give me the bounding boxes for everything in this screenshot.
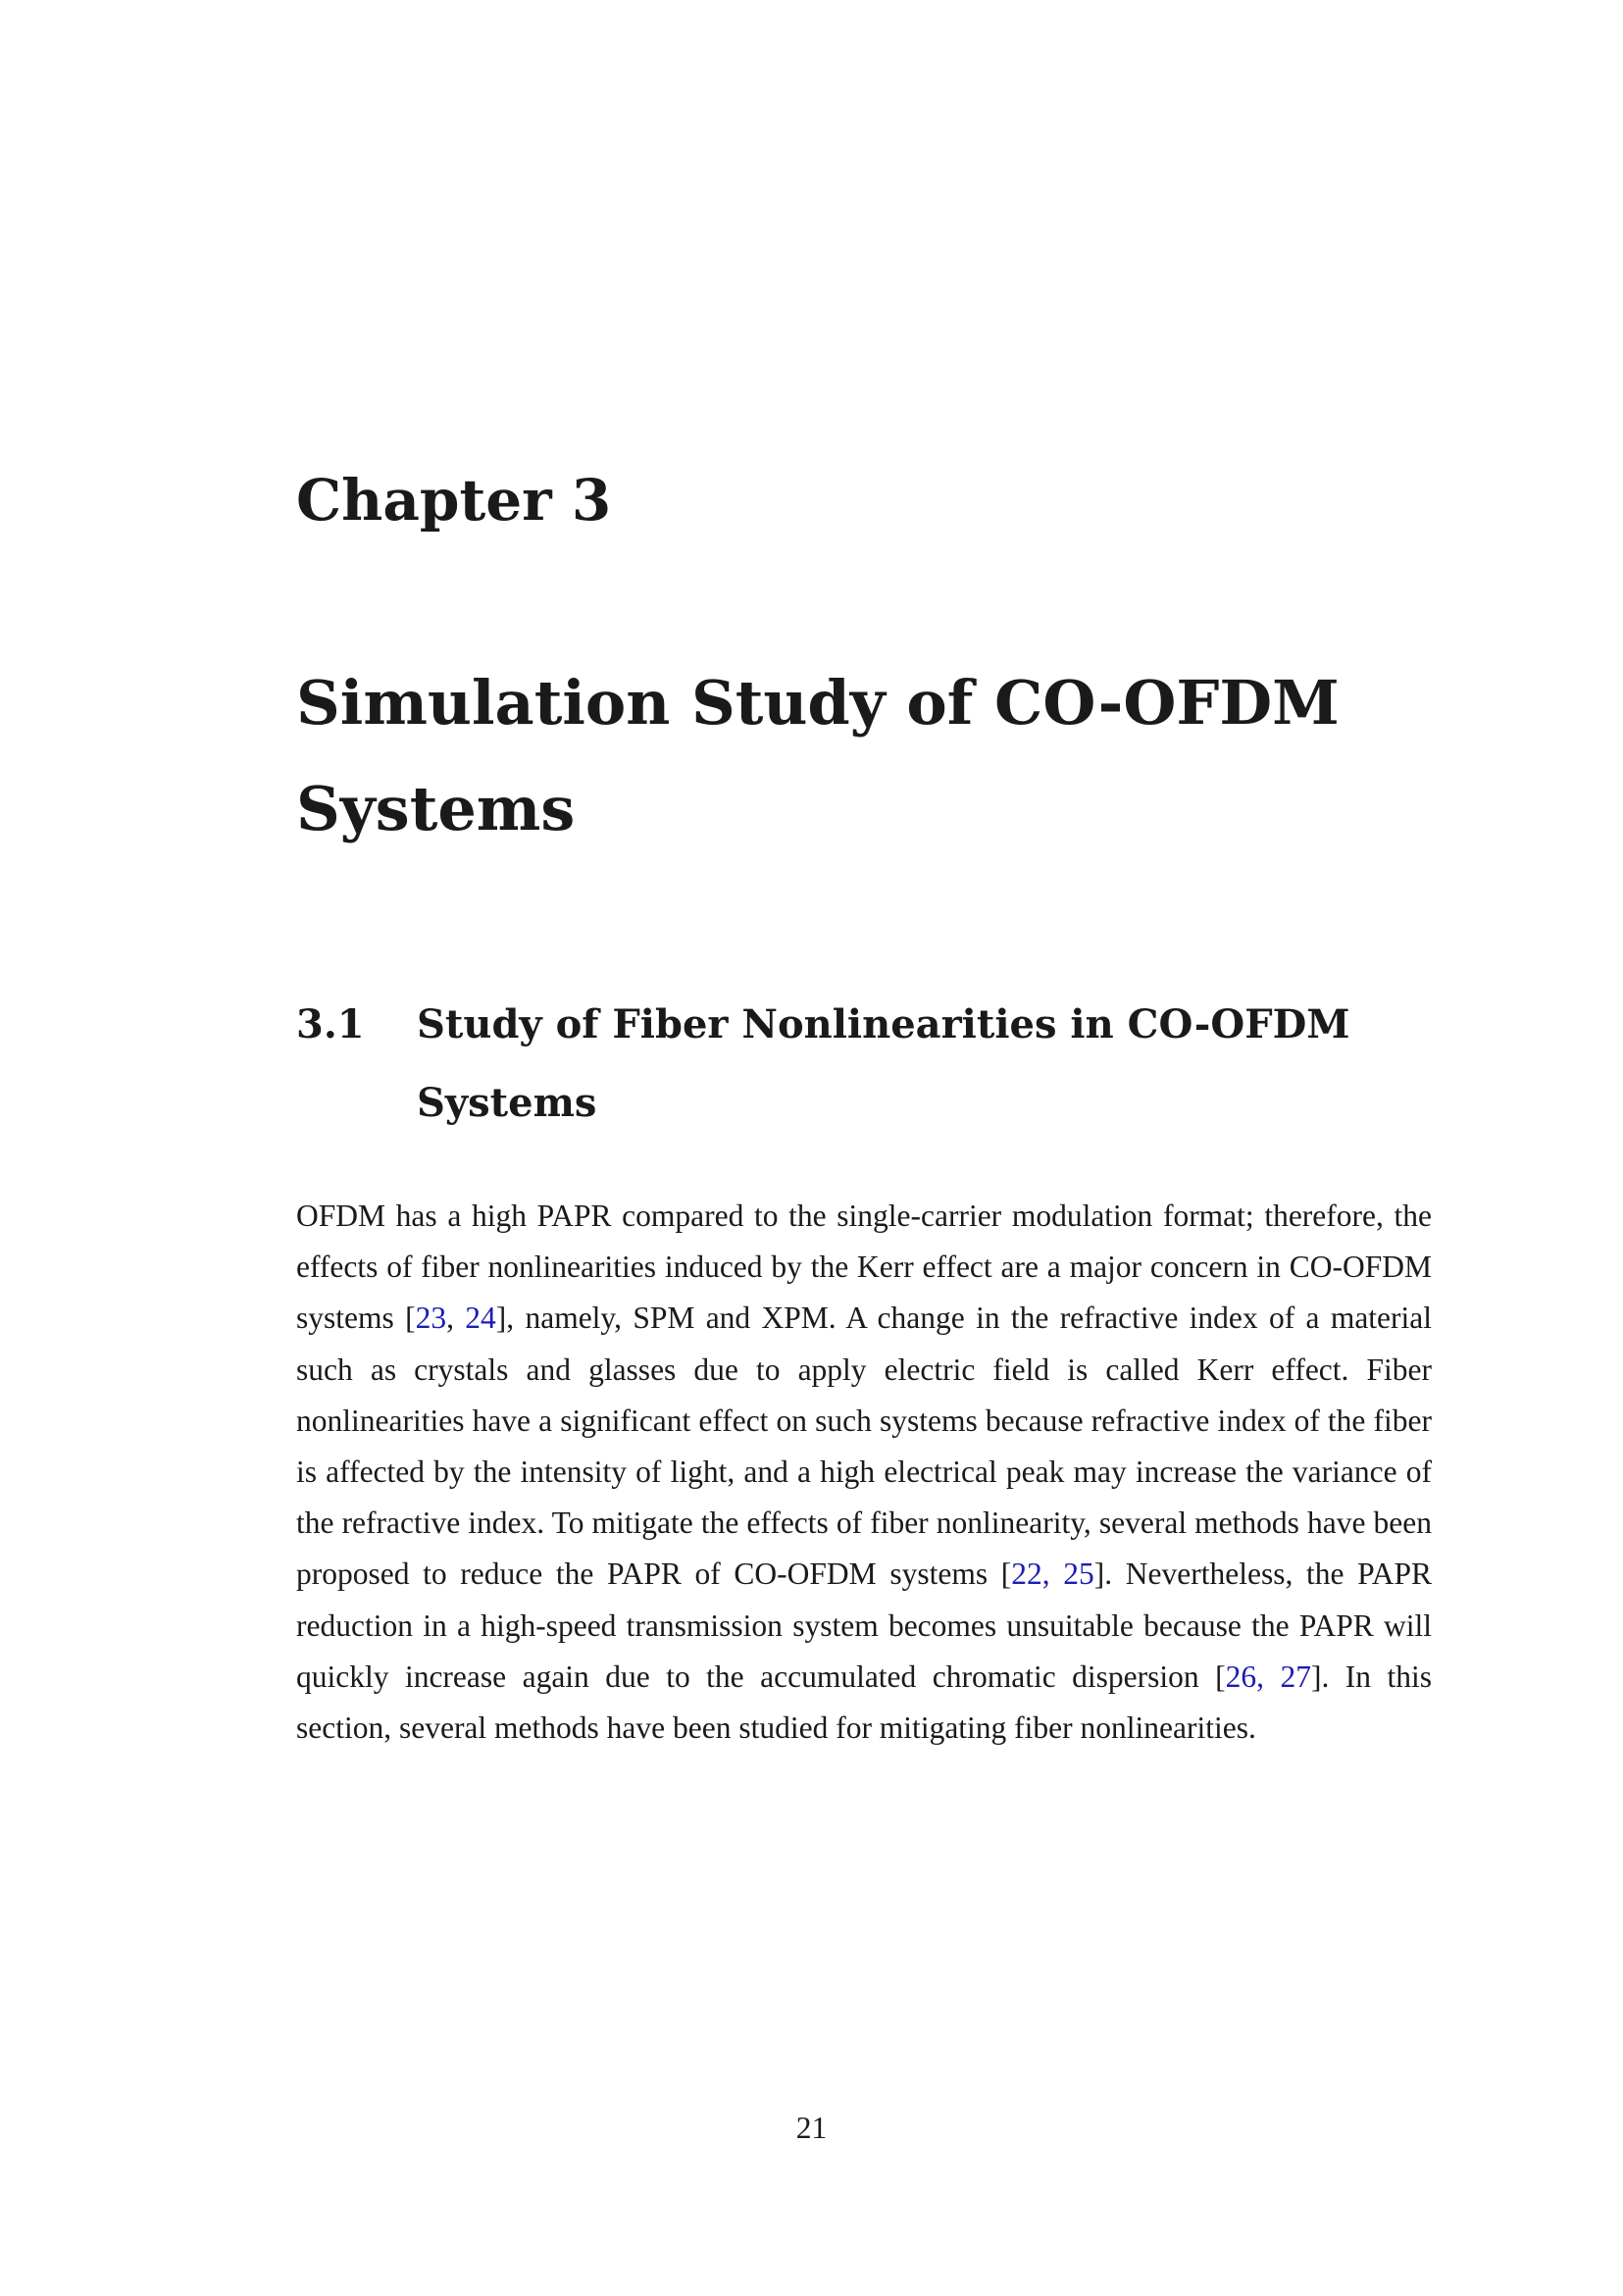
citation-link-24[interactable]: 24 — [465, 1301, 496, 1336]
paragraph-text-4: ]. Nevertheless, the PAPR reduction in a high-speed transmission system becomes unsuitable because the PAPR will quickly increase again due to the accumulated chromatic dispersion [ — [296, 1556, 1433, 1694]
paragraph-text-3: ], namely, SPM and XPM. A change in the refractive index of a material such as crystals and glasses due to apply electric field is called Kerr effect. Fiber nonlinearities have a significant effect on such systems because refractive index of the fiber is affected by the intensity of light, and a high electrical peak may increase the variance of the refractive index. To mitigate the effects of fiber nonlinearity, several methods have been proposed to reduce the PAPR of CO-OFDM systems [ — [296, 1301, 1433, 1592]
paragraph-text-1: OFDM has a high PAPR compared to the single-carrier modulation format; therefore, the effects of fiber nonlinearities induced by the Kerr effect are a major concern in CO-OFDM systems [ — [296, 1199, 1432, 1336]
citation-link-26-27[interactable]: 26, 27 — [1225, 1658, 1311, 1694]
section-title: Study of Fiber Nonlinearities in CO-OFDM Systems — [417, 1001, 1350, 1126]
body-paragraph — [296, 1191, 1432, 1754]
page-number: 21 — [795, 2111, 828, 2145]
paragraph-text-5: ]. In this section, several methods have been studied for mitigating fiber nonlinearities. — [296, 1658, 1432, 1746]
paragraph-text-2: , — [446, 1301, 466, 1336]
chapter-label: Chapter 3 — [296, 467, 612, 534]
citation-link-23[interactable]: 23 — [415, 1301, 447, 1336]
chapter-title: Simulation Study of CO-OFDM Systems — [296, 667, 1340, 844]
section-heading — [296, 986, 1434, 1143]
section-number: 3.1 — [296, 1001, 365, 1047]
citation-link-22-25[interactable]: 22, 25 — [1011, 1556, 1094, 1592]
